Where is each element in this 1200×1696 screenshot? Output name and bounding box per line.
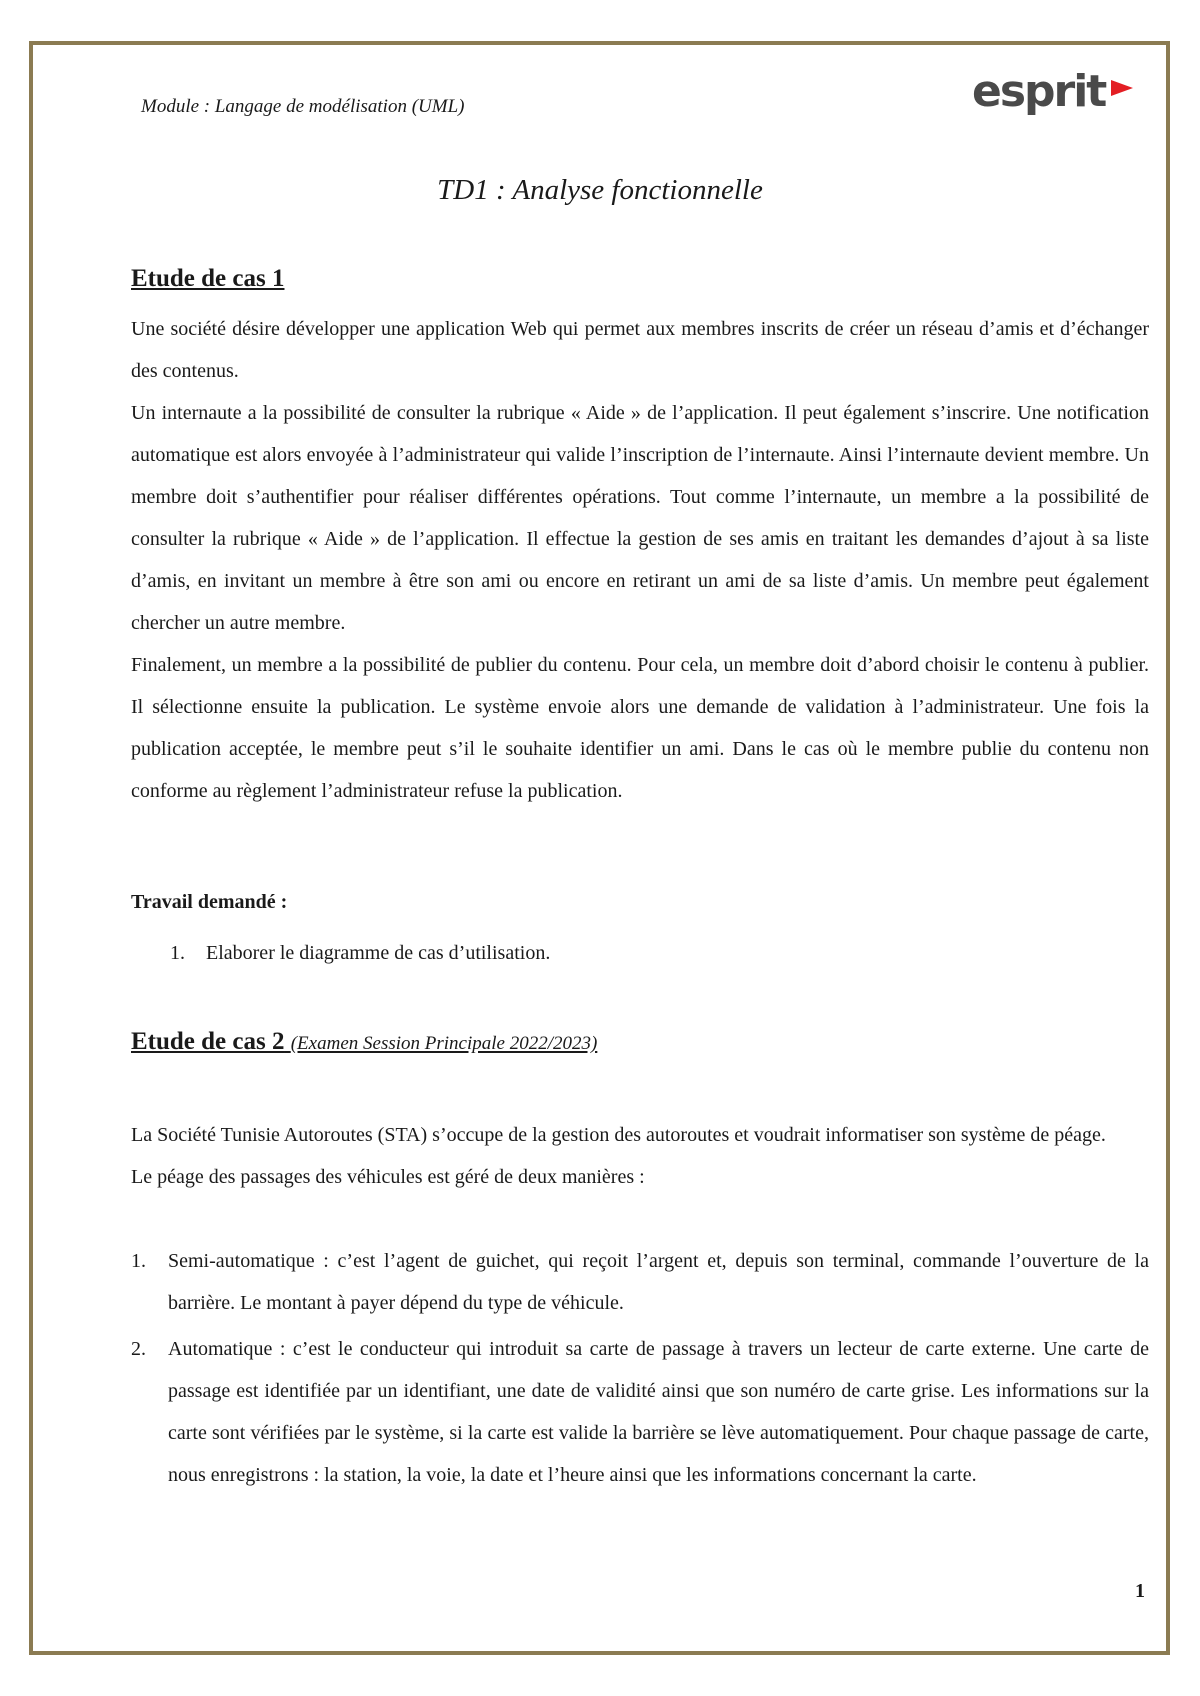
case2-title: Etude de cas 2 xyxy=(131,1028,285,1055)
list-number: 2. xyxy=(131,1338,146,1360)
task-list xyxy=(170,932,1148,974)
case2-paragraph: La Société Tunisie Autoroutes (STA) s’occupe de la gestion des autoroutes et voudrait informatiser son système de péage. xyxy=(131,1124,1106,1146)
case2-body xyxy=(131,1114,1149,1198)
payment-modes-list xyxy=(131,1240,1149,1496)
case1-heading: Etude de cas 1 xyxy=(131,265,285,292)
list-item xyxy=(170,932,1148,974)
task-heading: Travail demandé : xyxy=(131,891,288,913)
list-text: Automatique : c’est le conducteur qui introduit sa carte de passage à travers un lecteur de carte externe. Une carte de passage est identifiée par un identifiant, une date de validité ainsi que son numéro de carte grise. Les informations sur la carte sont vérifiées par le système, si la carte est valide la barrière se lève automatiquement. Pour chaque passage de carte, nous enregistrons : la station, la voie, la date et l’heure ainsi que les informations concernant la carte. xyxy=(168,1338,1149,1486)
list-number: 1. xyxy=(170,942,185,964)
case1-paragraph: Un internaute a la possibilité de consulter la rubrique « Aide » de l’application. Il peut également s’inscrire. Une notification automatique est alors envoyée à l’administrateur qui valide l’inscription de l’internaute. Ainsi l’internaute devient membre. Un membre doit s’authentifier pour réaliser différentes opérations. Tout comme l’internaute, un membre a la possibilité de consulter la rubrique « Aide » de l’application. Il effectue la gestion de ses amis en traitant les demandes d’ajout à sa liste d’amis, en invitant un membre à être son ami ou encore en retirant un ami de sa liste d’amis. Un membre peut également chercher un autre membre. xyxy=(131,402,1149,634)
case1-body xyxy=(131,308,1149,812)
module-label: Module : Langage de modélisation (UML) xyxy=(141,96,465,117)
case2-heading xyxy=(131,1028,597,1056)
list-item xyxy=(131,1240,1149,1324)
logo-flag-icon xyxy=(1111,80,1133,96)
case1-paragraph: Finalement, un membre a la possibilité de publier du contenu. Pour cela, un membre doit d’abord choisir le contenu à publier. Il sélectionne ensuite la publication. Le système envoie alors une demande de validation à l’administrateur. Une fois la publication acceptée, le membre peut s’il le souhaite identifier un ami. Dans le cas où le membre publie du contenu non conforme au règlement l’administrateur refuse la publication. xyxy=(131,654,1149,802)
case1-paragraph: Une société désire développer une application Web qui permet aux membres inscrits de créer un réseau d’amis et d’échanger des contenus. xyxy=(131,318,1149,382)
list-text: Semi-automatique : c’est l’agent de guichet, qui reçoit l’argent et, depuis son terminal, commande l’ouverture de la barrière. Le montant à payer dépend du type de véhicule. xyxy=(168,1250,1149,1314)
document-title: TD1 : Analyse fonctionnelle xyxy=(437,174,763,206)
logo-text: esprit xyxy=(972,66,1106,117)
list-number: 1. xyxy=(131,1250,146,1272)
exam-session-note: (Examen Session Principale 2022/2023) xyxy=(290,1033,598,1054)
list-item xyxy=(131,1328,1149,1496)
esprit-logo xyxy=(972,62,1132,122)
case2-paragraph: Le péage des passages des véhicules est géré de deux manières : xyxy=(131,1166,645,1188)
page-number: 1 xyxy=(1135,1580,1145,1602)
list-text: Elaborer le diagramme de cas d’utilisation. xyxy=(206,942,551,964)
